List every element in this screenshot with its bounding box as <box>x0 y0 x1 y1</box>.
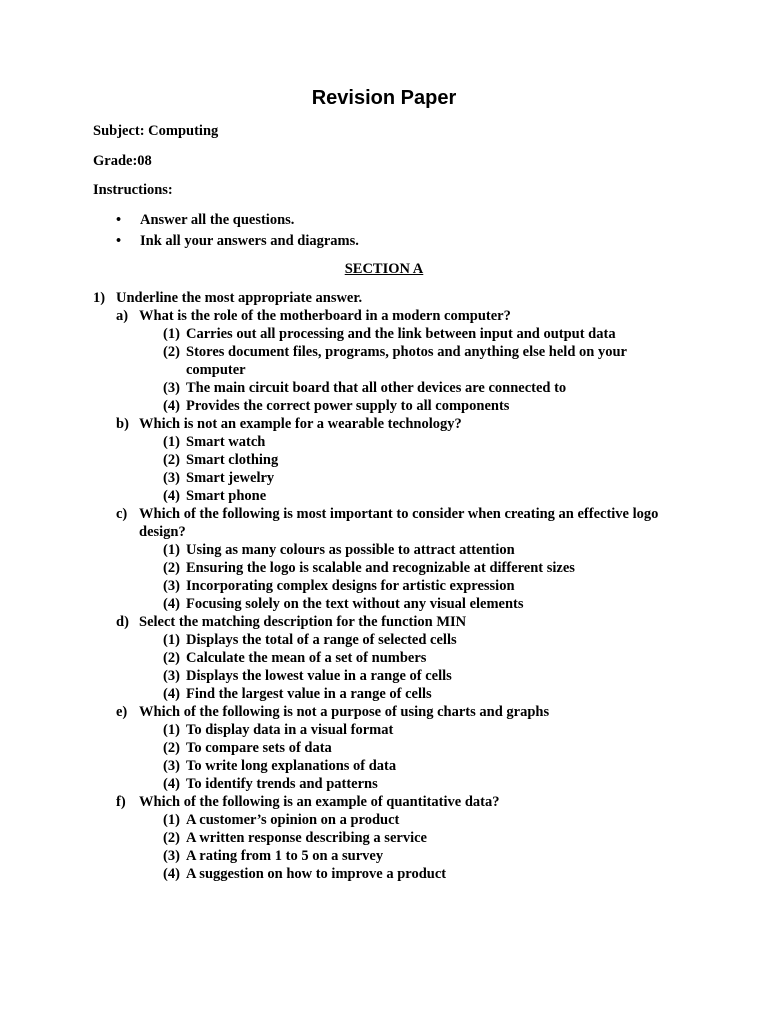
sub-question-letter: b) <box>116 416 129 432</box>
question-number: 1) <box>93 290 106 306</box>
option-text: Find the largest value in a range of cells <box>186 686 432 702</box>
option-number: (1) <box>163 632 180 648</box>
option-number: (1) <box>163 812 180 828</box>
sub-question-letter: a) <box>116 308 129 324</box>
option-text: Smart watch <box>186 434 266 450</box>
option-number: (2) <box>163 560 180 576</box>
option-number: (2) <box>163 830 180 846</box>
option-item <box>93 829 683 847</box>
sub-question-letter: f) <box>116 794 126 810</box>
sub-question-text: Which of the following is most important to consider when creating an effective logo design? <box>139 506 659 540</box>
option-text: Using as many colours as possible to attract attention <box>186 542 515 558</box>
section-heading: SECTION A <box>344 261 424 277</box>
option-text: Smart phone <box>186 488 267 504</box>
option-text: To compare sets of data <box>186 740 332 756</box>
option-item <box>93 577 683 595</box>
option-item <box>93 469 683 487</box>
option-number: (2) <box>163 650 180 666</box>
option-number: (4) <box>163 488 180 504</box>
option-item <box>93 433 683 451</box>
option-text: Smart jewelry <box>186 470 275 486</box>
option-number: (2) <box>163 344 180 360</box>
option-item <box>93 451 683 469</box>
option-number: (1) <box>163 542 180 558</box>
option-text: Incorporating complex designs for artistic expression <box>186 578 515 594</box>
sub-question-text: What is the role of the motherboard in a modern computer? <box>139 308 511 324</box>
option-text: Displays the total of a range of selected cells <box>186 632 457 648</box>
option-number: (4) <box>163 686 180 702</box>
option-item <box>93 541 683 559</box>
sub-question-letter: e) <box>116 704 128 720</box>
instruction-item <box>116 211 359 232</box>
option-item <box>93 721 683 739</box>
sub-question-c <box>93 505 683 541</box>
option-item <box>93 847 683 865</box>
option-item <box>93 397 683 415</box>
bullet-icon: • <box>116 233 122 249</box>
instruction-text: Ink all your answers and diagrams. <box>140 233 359 249</box>
subject-line: Subject: Computing <box>93 123 219 139</box>
option-item <box>93 631 683 649</box>
options-list <box>93 631 683 703</box>
option-text: To display data in a visual format <box>186 722 394 738</box>
option-item <box>93 343 683 379</box>
option-text: To write long explanations of data <box>186 758 397 774</box>
instructions-list <box>116 211 359 253</box>
option-item <box>93 487 683 505</box>
instruction-item <box>116 232 359 253</box>
option-item <box>93 559 683 577</box>
option-text: A rating from 1 to 5 on a survey <box>186 848 384 864</box>
option-item <box>93 865 683 883</box>
option-item <box>93 595 683 613</box>
bullet-icon: • <box>116 212 122 228</box>
option-text: Smart clothing <box>186 452 279 468</box>
options-list <box>93 541 683 613</box>
options-list <box>93 325 683 415</box>
option-number: (3) <box>163 578 180 594</box>
option-text: Provides the correct power supply to all components <box>186 398 510 414</box>
option-text: Ensuring the logo is scalable and recognizable at different sizes <box>186 560 575 576</box>
option-text: Calculate the mean of a set of numbers <box>186 650 427 666</box>
option-number: (1) <box>163 326 180 342</box>
option-item <box>93 739 683 757</box>
option-number: (3) <box>163 758 180 774</box>
option-item <box>93 379 683 397</box>
option-number: (3) <box>163 668 180 684</box>
option-number: (2) <box>163 740 180 756</box>
option-number: (4) <box>163 776 180 792</box>
sub-question-letter: c) <box>116 506 128 522</box>
page-title: Revision Paper <box>311 87 457 109</box>
option-number: (4) <box>163 398 180 414</box>
sub-question-f <box>93 793 683 811</box>
option-item <box>93 685 683 703</box>
sub-question-a <box>93 307 683 325</box>
option-item <box>93 667 683 685</box>
options-list <box>93 811 683 883</box>
question-1 <box>93 289 683 883</box>
option-text: Focusing solely on the text without any visual elements <box>186 596 524 612</box>
option-number: (1) <box>163 722 180 738</box>
option-text: Stores document files, programs, photos and anything else held on your computer <box>186 344 627 378</box>
grade-line: Grade:08 <box>93 153 152 169</box>
option-number: (4) <box>163 866 180 882</box>
sub-question-text: Which of the following is an example of quantitative data? <box>139 794 500 810</box>
options-list <box>93 721 683 793</box>
option-text: To identify trends and patterns <box>186 776 378 792</box>
sub-question-e <box>93 703 683 721</box>
sub-question-text: Which of the following is not a purpose of using charts and graphs <box>139 704 550 720</box>
question-header <box>93 289 683 307</box>
option-number: (2) <box>163 452 180 468</box>
sub-question-text: Select the matching description for the function MIN <box>139 614 467 630</box>
instruction-text: Answer all the questions. <box>140 212 295 228</box>
option-item <box>93 811 683 829</box>
option-item <box>93 775 683 793</box>
option-text: Carries out all processing and the link between input and output data <box>186 326 616 342</box>
option-number: (3) <box>163 470 180 486</box>
sub-question-b <box>93 415 683 433</box>
option-number: (1) <box>163 434 180 450</box>
option-text: A written response describing a service <box>186 830 427 846</box>
option-number: (3) <box>163 848 180 864</box>
option-text: A customer’s opinion on a product <box>186 812 400 828</box>
option-item <box>93 757 683 775</box>
sub-question-letter: d) <box>116 614 129 630</box>
options-list <box>93 433 683 505</box>
option-item <box>93 325 683 343</box>
sub-question-text: Which is not an example for a wearable technology? <box>139 416 462 432</box>
option-text: A suggestion on how to improve a product <box>186 866 447 882</box>
sub-question-d <box>93 613 683 631</box>
option-text: Displays the lowest value in a range of cells <box>186 668 452 684</box>
option-number: (4) <box>163 596 180 612</box>
option-text: The main circuit board that all other devices are connected to <box>186 380 567 396</box>
option-item <box>93 649 683 667</box>
instructions-label: Instructions: <box>93 182 173 198</box>
question-text: Underline the most appropriate answer. <box>116 290 363 306</box>
option-number: (3) <box>163 380 180 396</box>
